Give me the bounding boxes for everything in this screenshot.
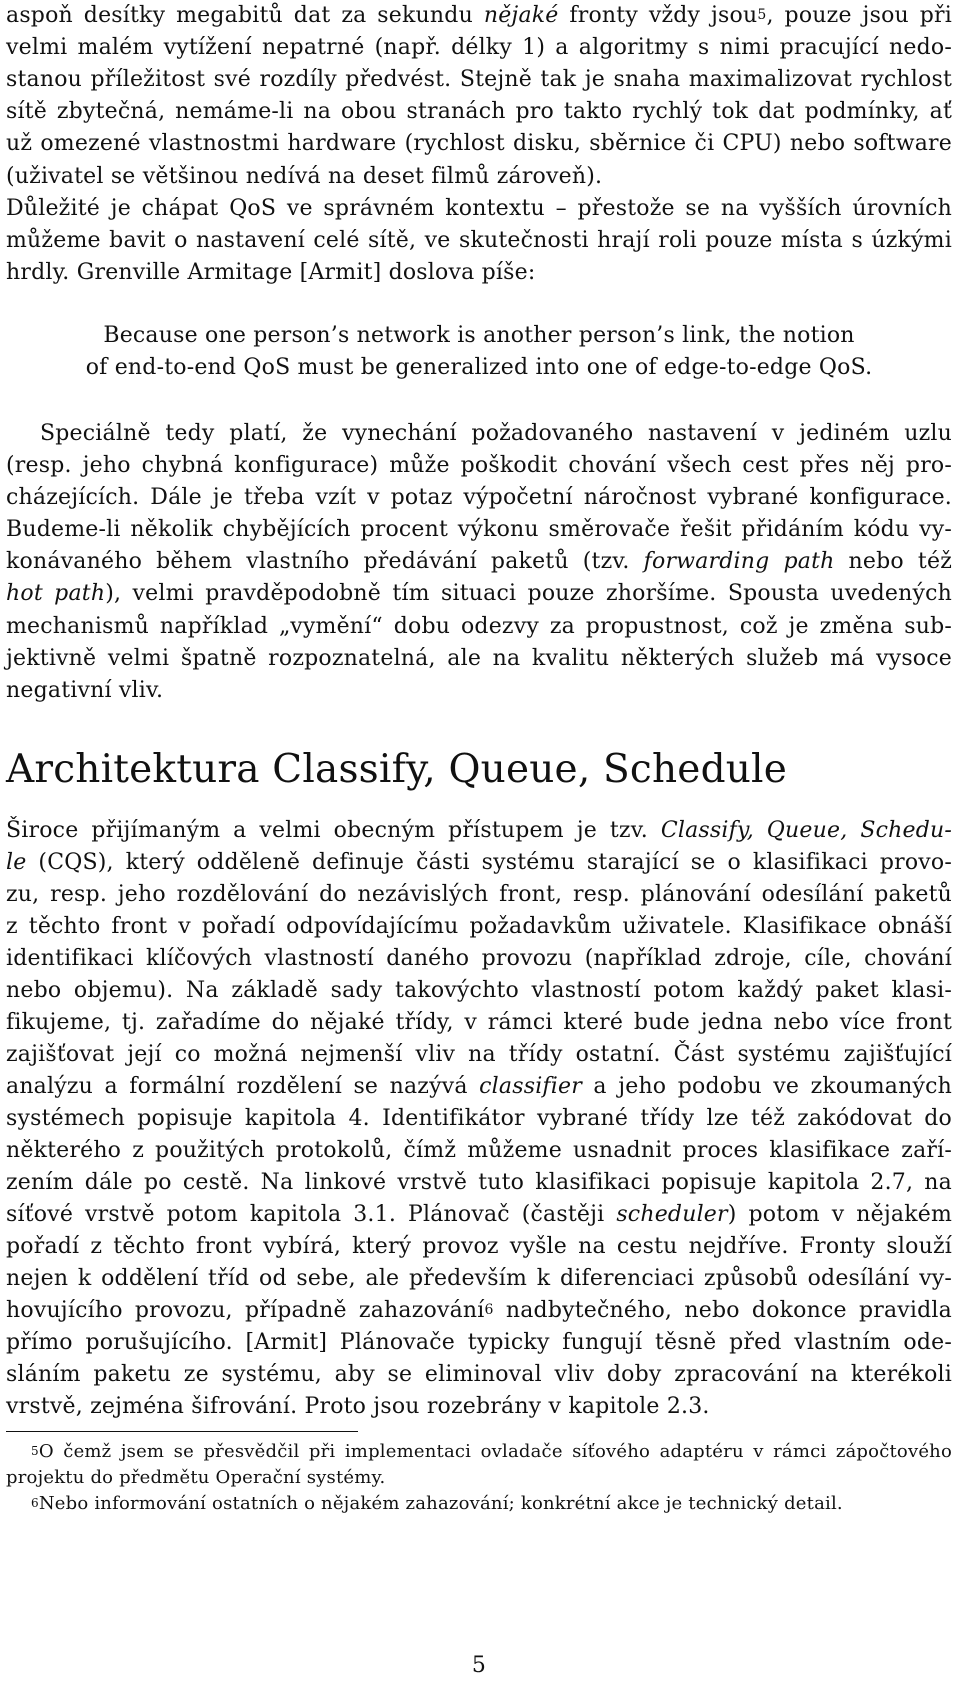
emphasis: hot path — [6, 581, 106, 606]
footnote-ref-6[interactable]: 6 — [484, 1302, 494, 1318]
text-line: (uživatel se většinou nedívá na deset filmů zároveň). — [6, 164, 603, 189]
text-line: Široce přijímaným a velmi obecným přístupem je tzv. Classify, Queue, Schedu- — [6, 818, 952, 843]
text-line: vrstvě, zejména šifrování. Proto jsou rozebrány v kapitole 2.3. — [6, 1394, 710, 1419]
text-line: sítě zbytečná, nemáme-li na obou stranách pro takto rychlý tok dat podmínky, ať — [6, 99, 952, 124]
footnote-divider — [6, 1431, 358, 1432]
text-line: aspoň desítky megabitů dat za sekundu nějaké fronty vždy jsou$^5$, pouze jsou při — [6, 3, 952, 28]
text-line: negativní vliv. — [6, 678, 164, 703]
text-line: Speciálně tedy platí, že vynechání požadovaného nastavení v jediném uzlu — [40, 421, 952, 446]
document-page — [6, 0, 952, 1697]
text-line: zu, resp. jeho rozdělování do nezávislých front, resp. plánování odesílání paketů — [6, 882, 952, 907]
text-line: hot path), velmi pravděpodobně tím situaci pouze zhoršíme. Spousta uvedených — [6, 581, 952, 606]
text-line: zajišťovat její co možná nejmenší vliv na třídy ostatní. Část systému zajišťující — [6, 1042, 952, 1067]
text-line: stanou příležitost své rozdíly předvést. Stejně tak je snaha maximalizovat rychlost — [6, 67, 952, 92]
footnote-line: $^6$Nebo informování ostatních o nějakém zahazování; konkrétní akce je technický detail. — [31, 1493, 843, 1514]
footnote-ref-5[interactable]: 5 — [757, 7, 767, 23]
text-line: hrdly. Grenville Armitage [Armit] doslova píše: — [6, 260, 536, 285]
footnote-mark: 5 — [31, 1444, 39, 1458]
emphasis: Classify, Queue, Schedu- — [660, 818, 952, 843]
emphasis: classifier — [479, 1074, 582, 1099]
text-line: analýzu a formální rozdělení se nazývá classifier a jeho podobu ve zkoumaných — [6, 1074, 953, 1099]
text-line: systémech popisuje kapitola 4. Identifikátor vybrané třídy lze též zakódovat do — [6, 1106, 952, 1131]
text-line: (resp. jeho chybná konfigurace) může poškodit chování všech cest přes něj pro- — [6, 453, 952, 478]
text-line: nebo objemu). Na základě sady takovýchto vlastností potom každý paket klasi- — [6, 978, 952, 1003]
text-line: síťové vrstvě potom kapitola 3.1. Plánovač (častěji scheduler) potom v nějakém — [6, 1202, 952, 1227]
section-heading: Architektura Classify, Queue, Schedule — [6, 747, 788, 792]
footnote-line: projektu do předmětu Operační systémy. — [6, 1467, 386, 1488]
text-line: sláním paketu ze systému, aby se eliminoval vliv doby zpracování na kterékoli — [6, 1362, 952, 1387]
text-line: jektivně velmi špatně rozpoznatelná, ale na kvalitu některých služeb má vysoce — [6, 646, 952, 671]
text-line: Důležité je chápat QoS ve správném kontextu – přestože se na vyšších úrovních — [6, 196, 952, 221]
text-line: le (CQS), který odděleně definuje části systému starající se o klasifikaci provo- — [6, 850, 952, 875]
text-line: hovujícího provozu, případně zahazování$^6$ nadbytečného, nebo dokonce pravidla — [6, 1298, 952, 1323]
quote-line: Because one person’s network is another person’s link, the notion — [103, 323, 855, 348]
emphasis: nějaké — [483, 3, 559, 28]
text-line: Budeme-li několik chybějících procent výkonu směrovače řešit přidáním kódu vy- — [6, 517, 952, 542]
text-line: mechanismů například „vymění“ dobu odezvy za propustnost, což je změna sub- — [6, 614, 952, 639]
text-line: můžeme bavit o nastavení celé sítě, ve skutečnosti hrají roli pouze místa s úzkými — [6, 228, 952, 253]
text-line: zením dále po cestě. Na linkové vrstvě tuto klasifikaci popisuje kapitola 2.7, na — [6, 1170, 952, 1195]
text-line: už omezené vlastnostmi hardware (rychlost disku, sběrnice či CPU) nebo software — [6, 131, 952, 156]
text-line: nejen k oddělení tříd od sebe, ale především k diferenciaci způsobů odesílání vy- — [6, 1266, 952, 1291]
text-line: pořadí z těchto front vybírá, který provoz vyšle na cestu nejdříve. Fronty slouží — [6, 1234, 952, 1259]
text-line: identifikaci klíčových vlastností daného provozu (například zdroje, cíle, chování — [6, 946, 952, 971]
text-line: velmi malém vytížení nepatrné (např. délky 1) a algoritmy s nimi pracující nedo- — [6, 35, 952, 60]
text-line: přímo porušujícího. [Armit] Plánovače typicky fungují těsně před vlastním ode- — [6, 1330, 952, 1355]
text-line: některého z použitých protokolů, čímž můžeme usnadnit proces klasifikace zaří- — [6, 1138, 952, 1163]
emphasis: scheduler — [616, 1202, 728, 1227]
text-line: konávaného během vlastního předávání paketů (tzv. forwarding path nebo též — [6, 549, 952, 574]
emphasis: forwarding path — [643, 549, 835, 574]
page-number: 5 — [471, 1653, 487, 1678]
text-line: fikujeme, tj. zařadíme do nějaké třídy, v rámci které bude jedna nebo více front — [6, 1010, 952, 1035]
footnote-mark: 6 — [31, 1496, 39, 1510]
text-line: cházejících. Dále je třeba vzít v potaz výpočetní náročnost vybrané konfigurace. — [6, 485, 952, 510]
footnote-line: $^5$O čemž jsem se přesvědčil při implementaci ovladače síťového adaptéru v rámci zápočtového — [31, 1441, 952, 1462]
text-line: z těchto front v pořadí odpovídajícímu požadavkům uživatele. Klasifikace obnáší — [6, 914, 952, 939]
quote-line: of end-to-end QoS must be generalized into one of edge-to-edge QoS. — [85, 355, 873, 380]
emphasis: le — [6, 850, 27, 875]
